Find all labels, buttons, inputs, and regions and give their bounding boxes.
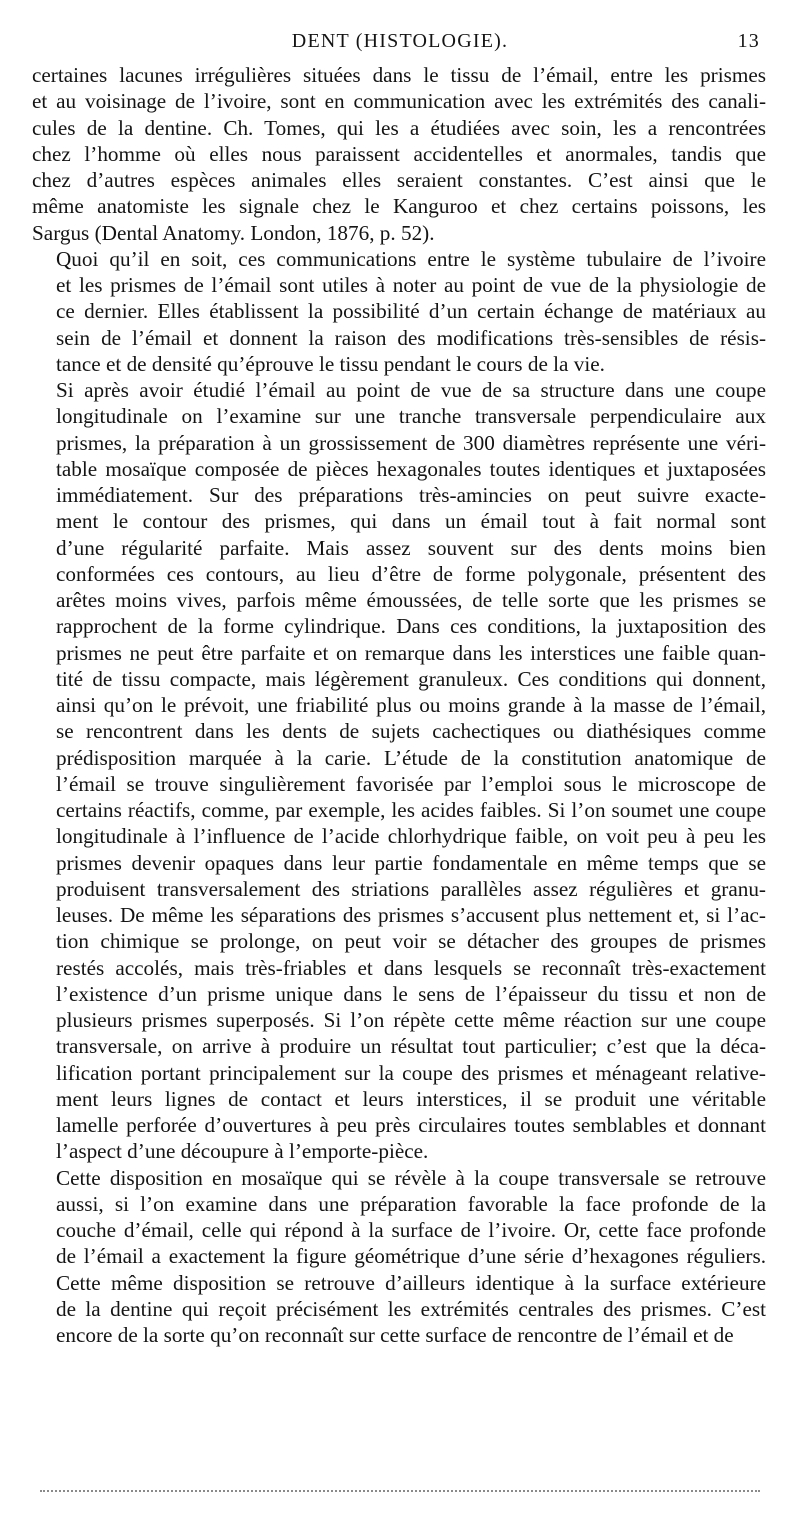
paragraph [32, 377, 766, 1165]
text-line: arêtes moins vives, parfois même émoussées, de telle sorte que les prismes se [56, 588, 766, 612]
text-line: sein de l’émail et donnent la raison des modifications très-sensibles de résis- [56, 325, 766, 350]
text-line: Quoi qu’il en soit, ces communications entre le système tubulaire de l’ivoire [56, 246, 766, 271]
text-line: encore de la sorte qu’on reconnaît sur cette surface de rencontre de l’émail et de [56, 1323, 734, 1347]
text-line: ment leurs lignes de contact et leurs interstices, il se produit une véritable [56, 1086, 766, 1111]
text-line: rapprochent de la forme cylindrique. Dans ces conditions, la juxtaposition des [56, 614, 766, 639]
text-line: prismes, la préparation à un grossissement de 300 diamètres représente une véri- [56, 430, 766, 455]
running-head [30, 30, 770, 56]
text-line: certains réactifs, comme, par exemple, les acides faibles. Si l’on soumet une coupe [56, 798, 766, 822]
text-line: lamelle perforée d’ouvertures à peu près circulaires toutes semblables et donnant [56, 1113, 766, 1137]
text-line: ainsi qu’on le prévoit, une friabilité plus ou moins grande à la masse de l’émail, [56, 693, 766, 717]
text-line: chez d’autres espèces animales elles seraient constantes. C’est ainsi que le [32, 168, 766, 192]
text-line: conformées ces contours, au lieu d’être de forme polygonale, présentent des [56, 561, 766, 586]
text-line: plusieurs prismes superposés. Si l’on répète cette même réaction sur une coupe [56, 1008, 766, 1032]
text-line: aussi, si l’on examine dans une préparation favorable la face profonde de la [56, 1191, 766, 1216]
text-line: tance et de densité qu’éprouve le tissu pendant le cours de la vie. [56, 351, 605, 376]
text-line: l’aspect d’une découpure à l’emporte-pièce. [56, 1139, 429, 1164]
paragraph [32, 246, 766, 377]
text-line: longitudinale à l’influence de l’acide chlorhydrique faible, on voit peu à peu les [56, 824, 766, 849]
text-line: l’émail se trouve singulièrement favorisée par l’emploi sous le microscope de [56, 771, 766, 796]
text-line: chez l’homme où elles nous paraissent accidentelles et anormales, tandis que [32, 141, 766, 166]
text-line: cules de la dentine. Ch. Tomes, qui les a étudiées avec soin, les a rencontrées [32, 115, 766, 140]
text-line: de la dentine qui reçoit précisément les extrémités centrales des prismes. C’est [56, 1296, 766, 1321]
text-line: se rencontrent dans les dents de sujets cachectiques ou diathésiques comme [56, 719, 766, 744]
text-line: longitudinale on l’examine sur une tranche transversale perpendiculaire aux [56, 404, 766, 429]
text-line: tité de tissu compacte, mais légèrement granuleux. Ces conditions qui donnent, [56, 666, 766, 691]
text-line: prismes devenir opaques dans leur partie fondamentale en même temps que se [56, 850, 766, 875]
text-line: Cette même disposition se retrouve d’ailleurs identique à la surface extérieure [56, 1270, 766, 1295]
text-line: prismes ne peut être parfaite et on remarque dans les interstices une faible quan- [56, 640, 766, 665]
page-number: 13 [737, 30, 760, 52]
text-line: prédisposition marquée à la carie. L’étude de la constitution anatomique de [56, 745, 766, 770]
text-line: d’une régularité parfaite. Mais assez souvent sur des dents moins bien [56, 535, 766, 560]
text-line: même anatomiste les signale chez le Kanguroo et chez certains poissons, les [32, 194, 766, 219]
text-line: immédiatement. Sur des préparations très-amincies on peut suivre exacte- [56, 483, 766, 507]
text-line: et au voisinage de l’ivoire, sont en communication avec les extrémités des canali- [32, 89, 766, 114]
text-line: ce dernier. Elles établissent la possibilité d’un certain échange de matériaux au [56, 299, 766, 324]
text-line: leuses. De même les séparations des prismes s’accusent plus nettement et, si l’ac- [56, 903, 766, 927]
text-line: l’existence d’un prisme unique dans le sens de l’épaisseur du tissu et non de [56, 981, 766, 1006]
body-text [32, 62, 766, 1348]
running-head-title: DENT (HISTOLOGIE). [291, 30, 509, 52]
text-line: ment le contour des prismes, qui dans un émail tout à fait normal sont [56, 509, 766, 534]
text-line: Cette disposition en mosaïque qui se révèle à la coupe transversale se retrouve [56, 1165, 766, 1190]
text-line: de l’émail a exactement la figure géométrique d’une série d’hexagones réguliers. [56, 1244, 766, 1269]
paragraph [32, 62, 766, 246]
text-line: tion chimique se prolonge, on peut voir se détacher des groupes de prismes [56, 929, 766, 954]
paragraph [32, 1165, 766, 1349]
text-line: Si après avoir étudié l’émail au point de vue de sa structure dans une coupe [56, 378, 766, 402]
text-line: couche d’émail, celle qui répond à la surface de l’ivoire. Or, cette face profonde [56, 1218, 766, 1242]
text-line: et les prismes de l’émail sont utiles à noter au point de vue de la physiologie de [56, 273, 766, 297]
text-line: transversale, on arrive à produire un résultat tout particulier; c’est que la déca- [56, 1034, 766, 1059]
text-line: produisent transversalement des striations parallèles assez régulières et granu- [56, 876, 766, 901]
text-line: Sargus (Dental Anatomy. London, 1876, p. 52). [32, 220, 435, 245]
text-line: restés accolés, mais très-friables et dans lesquels se reconnaît très-exactement [56, 955, 766, 980]
bottom-rule [40, 1490, 760, 1492]
text-line: table mosaïque composée de pièces hexagonales toutes identiques et juxtaposées [56, 456, 766, 481]
text-line: certaines lacunes irrégulières situées dans le tissu de l’émail, entre les prismes [32, 63, 766, 87]
text-line: lification portant principalement sur la coupe des prismes et ménageant relative- [56, 1060, 766, 1085]
